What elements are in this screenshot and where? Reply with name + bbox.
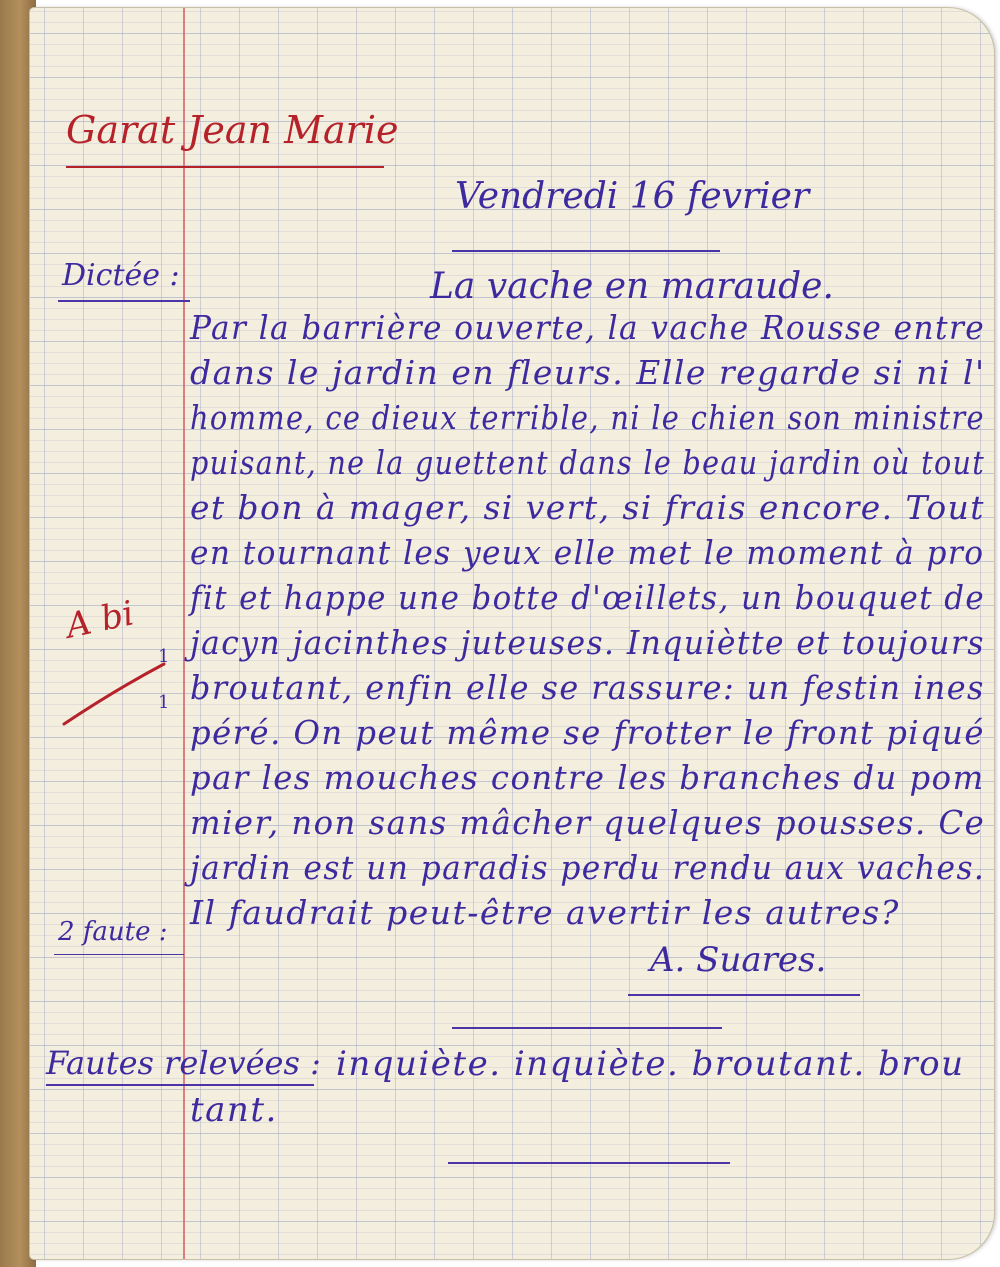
faults-text: tant.	[190, 1090, 278, 1130]
student-name: Garat Jean Marie	[66, 108, 399, 152]
section-separator	[452, 1027, 722, 1029]
dictation-line: Par la barrière ouverte, la vache Rousse entre	[190, 308, 986, 347]
dictation-line: broutant, enfin elle se rassure: un festin ines	[190, 668, 985, 707]
author-underline	[628, 994, 860, 996]
dictation-line: mier, non sans mâcher quelques pousses. Ce	[190, 803, 986, 842]
dictation-title: La vache en maraude.	[430, 266, 834, 307]
teacher-check-stroke	[60, 660, 170, 730]
faults-label: Fautes relevées :	[46, 1044, 321, 1082]
faults-text: inquiète. inquiète. broutant. brou	[336, 1044, 965, 1084]
dictation-line: par les mouches contre les branches du pom	[190, 758, 985, 797]
dictation-label: Dictée :	[62, 258, 180, 293]
bottom-separator	[448, 1162, 730, 1164]
dictation-line: homme, ce dieux terrible, ni le chien son ministre	[190, 398, 985, 437]
dictation-line: puisant, ne la guettent dans le beau jardin où tout	[190, 443, 986, 482]
name-underline	[66, 166, 384, 168]
dictation-line: Il faudrait peut-être avertir les autres?	[190, 893, 900, 932]
date-heading: Vendredi 16 fevrier	[455, 176, 810, 217]
dictation-line: en tournant les yeux elle met le moment à pro	[190, 533, 985, 572]
faults-label-underline	[46, 1084, 314, 1086]
dictation-label-underline	[58, 300, 190, 302]
dictation-line: dans le jardin en fleurs. Elle regarde si ni l'	[190, 353, 986, 392]
faults-count: 2 faute :	[58, 917, 168, 947]
dictation-author: A. Suares.	[650, 940, 827, 980]
dictation-line: et bon à mager, si vert, si frais encore. Tout	[190, 488, 985, 527]
dictation-line: jacyn jacinthes juteuses. Inquiètte et toujours	[190, 623, 985, 662]
margin-tick: 1	[158, 646, 170, 667]
teacher-grade: A bi	[62, 593, 138, 647]
dictation-line: jardin est un paradis perdu rendu aux vaches.	[190, 848, 986, 887]
faults-count-underline	[54, 954, 184, 955]
margin-tick: 1	[158, 692, 170, 713]
dictation-line: fit et happe une botte d'œillets, un bouquet de	[190, 578, 986, 617]
dictation-line: péré. On peut même se frotter le front piqué	[190, 713, 985, 752]
date-separator	[452, 250, 720, 252]
